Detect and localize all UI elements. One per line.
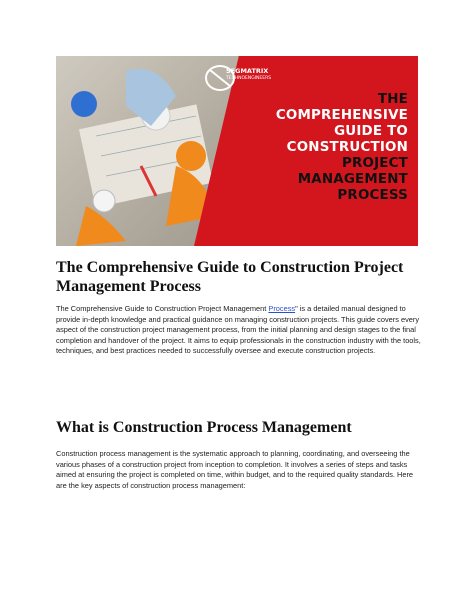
logo-name: SEGMATRIX	[226, 67, 269, 75]
banner-title-line: CONSTRUCTION	[286, 140, 408, 155]
section1-heading: The Comprehensive Guide to Construction Project Management Process	[56, 259, 404, 295]
banner-title	[228, 92, 408, 204]
banner-title-line: COMPREHENSIVE	[275, 108, 408, 123]
banner-title-line: PROJECT	[342, 156, 408, 171]
banner-title-line: MANAGEMENT	[297, 172, 408, 187]
section2-paragraph: Construction process management is the systematic approach to planning, coordinating, and overseeing the various phases of a construction project from inception to completion. It involves a series of steps and tasks aimed at ensuring the project is completed on time, within budget, and to the required quality standards. Here are the key aspects of construction process management:	[56, 449, 414, 490]
logo-text	[226, 67, 271, 83]
banner-title-line: GUIDE TO	[334, 124, 408, 139]
section1-paragraph	[56, 304, 422, 357]
process-link[interactable]: Process	[268, 304, 296, 313]
section2-heading: What is Construction Process Management	[56, 419, 352, 436]
banner-title-line: PROCESS	[337, 188, 408, 203]
logo-tagline: TECHNOENGINEERS	[226, 76, 272, 81]
section1-text-after-link: " is a detailed manual designed to provide in-depth knowledge and practical guidance on managing construction projects. This guide covers every aspect of the construction project management process, from the initial planning and design stages to the final completion and handover of the project. It aims to equip professionals in the construction industry with the tools, techniques, and best practices needed to successfully oversee and execute construction projects.	[56, 304, 421, 356]
section1-text-before-link: The Comprehensive Guide to Construction Project Management	[56, 304, 269, 313]
banner-title-line: THE	[377, 92, 408, 107]
hero-banner	[56, 56, 418, 246]
